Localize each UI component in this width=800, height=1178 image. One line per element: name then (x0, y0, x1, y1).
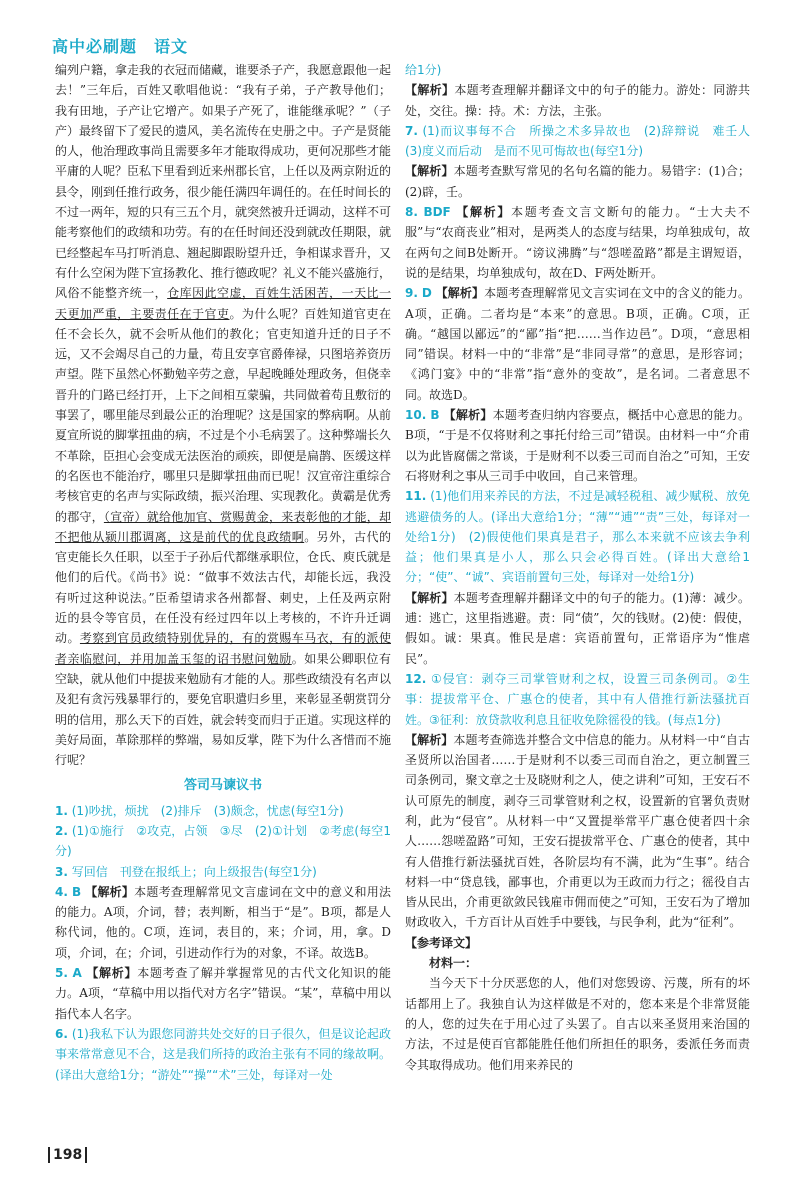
answer-5: 5. A 【解析】本题考查了解并掌握常见的古代文化知识的能力。A项，“草稿中用以指代对方名字”错误。“某”，草稿中用以指代本人名字。 (55, 966, 391, 1021)
answer-8: 8. BDF 【解析】本题考查文言文断句的能力。“士大夫不服”与“农商丧业”相对，是两类人的态度与结果，均单独成句，故在两句之间B处断开。“谤议沸腾”与“怨嗟盈路”都是主谓短语，说的是结果，均单独成句，故在D、F两处断开。 (405, 205, 750, 280)
analysis-12: 【解析】本题考查筛选并整合文中信息的能力。从材料一中“自古圣贤所以治国者……于是财利不以委三司而自治之，更立制置三司条例司，聚文章之士及晓财利之人，使之讲利”可知，王安石不认可原先的制度，剥夺三司掌管财利之权，设置新的官署负责财利，此为“侵官”。从材料一中“又置提举常平广惠仓使者四十余人……怨嗟盈路”可知，王安石提拔常平仓、广惠仓的使者，其中有人借推行新法骚扰百姓，各阶层均有不满，此为“生事”。结合材料一中“贷息钱，鄙事也，介甫更以为王政而力行之；徭役自古皆从民出，介甫更欲敛民钱雇市佣而使之”可知，王安石为了增加财政收入，千方百计从百姓手中要钱，与民争利，此为“征利”。 (405, 732, 750, 930)
answer-6: 6. (1)我私下认为跟您同游共处交好的日子很久，但是议论起政事来常常意见不合，这是我们所持的政治主张有不同的缘故啊。(译出大意给1分；“游处”“操”“术”三处，每译对一处 (55, 1026, 392, 1082)
underlined-sentence: （宣帝）就给他加官、赏赐黄金，来表彰他的才能，却不把他从颍川郡调离，这是前代的优良政绩啊 (55, 509, 391, 544)
translation-paragraph: 编列户籍，拿走我的衣冠而储藏，谁要杀子产，我愿意跟他一起去！”三年后，百姓又歌唱他说：“我有子弟，子产教导他们；我有田地，子产让它增产。如果子产死了，谁能继承呢？”（子产）最终留下了爱民的遗风，美名流传在史册之中。子产是贤能的人，他治理政事尚且需要多年才能取得成功，更何况那些才能平庸的人呢？臣私下里看到近来州郡长官，上任以及两京附近的县令，刚到任推行政务，很少能任满四年调任的。在任时间长的不过一两年，短的只有三五个月，就突然被升迁调动，这样不可能考察他们的政绩和功劳。有的在任时间还没到就改任期限，就已经整起车马打听消息、翘起脚跟盼望升迁，争相谋求晋升，又有什么空闲为陛下宣扬教化、推行德政呢？礼义不能兴盛施行，风俗不能整齐统一，仓库因此空虚，百姓生活困苦，一天比一天更加严重，主要责任在于官吏。为什么呢？百姓知道官吏在任不会长久，就不会听从他们的教化；官吏知道升迁的日子不远，又不会竭尽自己的力量，苟且安享官爵俸禄，只图培养资历声望。陛下虽然心怀勤勉辛劳之意，早起晚睡处理政务，但侥幸晋升的门路已经打开，上下之间相互蒙骗，共同做着苟且敷衍的事罢了，哪里能尽到最公正的治理呢？这是国家的弊病啊。从前夏宣所说的脚掌扭曲的病，不过是个小毛病罢了。这种弊端长久不革除，臣担心会变成无法医治的顽疾，即便是扁鹊、医缓这样的名医也不能治疗，哪里只是脚掌扭曲而已呢！汉宣帝注重综合考核官吏的名声与实际政绩，振兴治理、实现教化。黄霸是优秀的郡守，（宣帝）就给他加官、赏赐黄金，来表彰他的才能，却不把他从颍川郡调离，这是前代的优良政绩啊。另外，古代的官吏能长久任职，以至于子孙后代都继承职位，仓氏、庾氏就是他们的后代。《尚书》说：“做事不效法古代，却能长远，我没有听过这种说法。”臣希望请求各州都督、刺史，上任及两京附近的县令等官员，在任没有经过四年以上考核的，不许升迁调动。考察到官员政绩特别优异的，有的赏赐车马衣，有的派使者亲临慰问，并用加盖玉玺的诏书慰问勉励。如果公卿职位有空缺，就从他们中提拔来勉励有才能的人。那些政绩没有名声以及犯有贪污残暴罪行的，要免官职遣归乡里，来彰显圣朝赏罚分明的信用，那么天下的百姓，就会转变而归于正道。实现这样的美好局面，革除那样的弊端，易如反掌，陛下为什么吝惜而不施行呢？ (55, 63, 392, 768)
analysis-11: 【解析】本题考查理解并翻译文中的句子的能力。(1)薄：减少。逋：逃亡，这里指逃避。责：同“债”，欠的钱财。(2)使：假使，假如。诚：果真。惟民是虐：宾语前置句，正常语序为“惟虐民”。 (405, 590, 750, 666)
section-title: 答司马谏议书 (183, 778, 262, 794)
answer-4: 4. B 【解析】本题考查理解常见文言虚词在文中的意义和用法的能力。A项，介词，替；表判断，相当于“是”。B项，都是人称代词，他的。C项，连词，表目的，来；介词，用，拿。D项，介词，在；介词，引进动作行为的对象，不译。故选B。 (55, 884, 391, 960)
left-column (55, 60, 391, 1085)
answer-12: 12. ①侵官：剥夺三司掌管财利之权，设置三司条例司。②生事：提拔常平仓、广惠仓的使者，其中有人借推行新法骚扰百姓。③征利：放贷款收利息且征收免除徭役的钱。(每点1分) (405, 671, 750, 727)
material-label: 材料一： (429, 956, 478, 971)
answer-3: 3. 写回信 刊登在报纸上；向上级报告(每空1分) (55, 864, 317, 879)
answer-6-continued: 给1分) (405, 63, 442, 77)
answer-7: 7. (1)而议事每不合 所操之术多异故也 (2)辞辩说 难壬人 (3)度义而后动 是而不见可悔故也(每空1分) (405, 123, 763, 159)
analysis-7: 【解析】本题考查默写常见的名句名篇的能力。易错字：(1)合；(2)辟，壬。 (405, 164, 750, 199)
answer-11: 11. (1)他们用来养民的方法，不过是减轻税租、减少赋税、放免逃避债务的人。(译出大意给1分；“薄”“逋”“责”三处，每译对一处给1分) (2)假使他们果真是君子，那么本来就不应该去争利益；他们果真是小人，那么只会必得百姓。(译出大意给1分；“使”、“诚”、宾语前置句三处，每译对一处给1分) (405, 489, 750, 585)
analysis-6: 【解析】本题考查理解并翻译文中的句子的能力。游处：同游共处，交往。操：持。术：方法，主张。 (405, 83, 750, 118)
page-number: 198 (48, 1147, 87, 1163)
material-translation: 当今天下十分厌恶您的人，他们对您毁谤、污蔑，所有的坏话都用上了。我独自认为这样做是不对的，您本来是个非常贤能的人，您的过失在于用心过了头罢了。自古以来圣贤用来治国的方法，不过是使百官都能胜任他们所担任的职务，委派任务而责令其取得成功。他们用来养民的 (405, 976, 750, 1072)
answer-10: 10. B 【解析】本题考查归纳内容要点，概括中心意思的能力。B项，“于是不仅将财利之事托付给三司”错误。由材料一中“介甫以为此皆腐儒之常谈，于是财利不以委三司而自治之”可知，王安石将财利之事从三司手中收回，自己来管理。 (405, 408, 750, 483)
answer-9: 9. D 【解析】本题考查理解常见文言实词在文中的含义的能力。A项，正确。二者均是“本来”的意思。B项，正确。C项，正确。“越国以鄙远”的“鄙”指“把……当作边邑”。D项，“意思相同”错误。材料一中的“非常”是“非同寻常”的意思，是形容词；《鸿门宴》中的“非常”指“意外的变故”，是名词。二者意思不同。故选D。 (405, 286, 750, 402)
page-header: 高中必刷题 语文 (52, 37, 189, 56)
reference-translation-label: 【参考译文】 (405, 935, 478, 950)
right-column (405, 60, 763, 1075)
underlined-sentence: 仓库因此空虚，百姓生活困苦，一天比一天更加严重，主要责任在于官吏 (55, 286, 391, 321)
answer-2: 2. (1)①施行 ②攻克，占领 ③尽 (2)①计划 ②考虑(每空1分) (55, 823, 391, 859)
answer-1: 1. (1)吵扰，烦扰 (2)排斥 (3)颇念，忧虑(每空1分) (55, 803, 344, 818)
underlined-sentence: 考察到官员政绩特别优异的，有的赏赐车马衣，有的派使者亲临慰问，并用加盖玉玺的诏书慰问勉励 (55, 631, 391, 666)
